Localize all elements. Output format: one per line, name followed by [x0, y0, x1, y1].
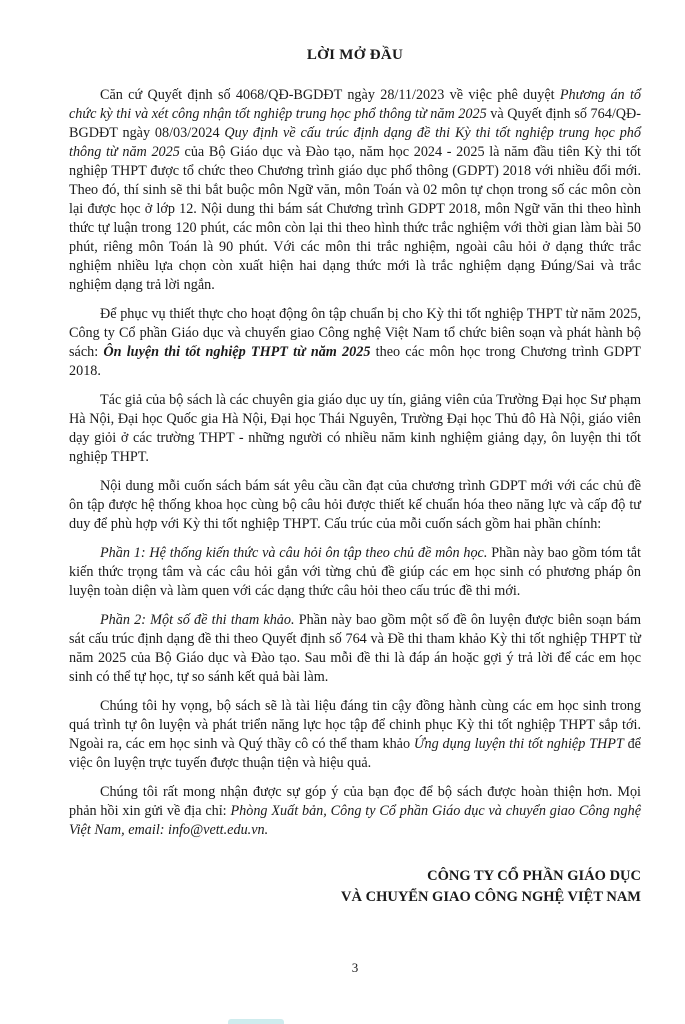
p2-text-a: Để phục vụ thiết thực cho hoạt động ôn tập chuẩn bị cho Kỳ thi tốt nghiệp THPT từ năm 2025, Công ty Cổ phần Giáo dục và chuyển giao Công nghệ Việt Nam tổ chức biên soạn và phát hành bộ sách: — [69, 306, 641, 360]
p1-text-a: Căn cứ Quyết định số 4068/QĐ-BGDĐT ngày 28/11/2023 về việc phê duyệt — [100, 87, 560, 103]
page-number: 3 — [351, 960, 359, 975]
p1-italic-d: Quy định về cấu trúc định dạng đề thi Kỳ thi tốt nghiệp trung học phổ thông từ năm 2025 — [69, 125, 641, 160]
preface-body — [69, 86, 641, 850]
paragraph-8 — [69, 783, 641, 840]
part-2-heading: Phần 2: Một số đề thi tham khảo. — [100, 612, 295, 628]
paragraph-2 — [69, 305, 641, 381]
footer-decoration — [228, 1019, 284, 1024]
app-name: Ứng dụng luyện thi tốt nghiệp THPT — [413, 736, 624, 752]
paragraph-6 — [69, 611, 641, 687]
paragraph-4: Nội dung mỗi cuốn sách bám sát yêu cầu cần đạt của chương trình GDPT mới với các chủ đề ôn tập được hệ thống khoa học cùng bộ câu hỏi được thiết kế chuẩn hóa theo năng lực và cấp độ tư duy để phù hợp với Kỳ thi tốt nghiệp THPT. Cấu trúc của mỗi cuốn sách gồm hai phần chính: — [69, 478, 641, 532]
p1-italic-b: Phương án tổ chức kỳ thi và xét công nhận tốt nghiệp trung học phổ thông từ năm 2025 — [69, 87, 641, 122]
signature-line-1: CÔNG TY CỔ PHẦN GIÁO DỤC — [427, 868, 641, 884]
contact-address: Phòng Xuất bản, Công ty Cổ phần Giáo dục và chuyển giao Công nghệ Việt Nam, email: info@vett.edu.vn. — [69, 803, 641, 838]
paragraph-1 — [69, 86, 641, 295]
page-title: LỜI MỞ ĐẦU — [306, 47, 404, 63]
signature-line-2: VÀ CHUYỂN GIAO CÔNG NGHỆ VIỆT NAM — [341, 889, 641, 905]
p1-text-c: và Quyết định số 764/QĐ-BGDĐT ngày 08/03/2024 — [69, 106, 641, 141]
p1-text-e: của Bộ Giáo dục và Đào tạo, năm học 2024 - 2025 là năm đầu tiên Kỳ thi tốt nghiệp THPT được tổ chức theo Chương trình giáo dục phổ thông (GDPT) 2018 với nhiều đổi mới. Theo đó, thí sinh sẽ thi bắt buộc môn Ngữ văn, môn Toán và 02 môn tự chọn trong số các môn còn lại được học ở lớp 12. Nội dung thi bám sát Chương trình GDPT 2018, môn Ngữ văn thi theo hình thức tự luận trong 120 phút, các môn còn lại thi theo hình thức trắc nghiệm với thời gian làm bài 50 phút, riêng môn Toán là 90 phút. Với các môn thi trắc nghiệm, ngoài câu hỏi ở dạng thức trắc nghiệm nhiều lựa chọn còn xuất hiện hai dạng thức mới là trắc nghiệm dạng Đúng/Sai và trắc nghiệm dạng trả lời ngắn. — [69, 144, 641, 293]
paragraph-5 — [69, 544, 641, 601]
book-series-title: Ôn luyện thi tốt nghiệp THPT từ năm 2025 — [103, 344, 371, 360]
p7-text-c: để việc ôn luyện trực tuyến được thuận tiện và hiệu quả. — [69, 736, 641, 771]
p6-text-b: Phần này bao gồm một số đề ôn luyện được biên soạn bám sát cấu trúc định dạng đề thi theo Quyết định số 764 và Đề thi tham khảo Kỳ thi tốt nghiệp THPT từ năm 2025 của Bộ Giáo dục và Đào tạo. Sau mỗi đề thi là đáp án hoặc gợi ý trả lời để các em học sinh có thể tự học, tự so sánh kết quả bài làm. — [69, 612, 642, 685]
p7-text-a: Chúng tôi hy vọng, bộ sách sẽ là tài liệu đáng tin cậy đồng hành cùng các em học sinh trong quá trình tự ôn luyện và phát triển năng lực học tập để chinh phục Kỳ thi tốt nghiệp THPT sắp tới. Ngoài ra, các em học sinh và Quý thầy cô có thể tham khảo — [69, 698, 641, 752]
p8-text-a: Chúng tôi rất mong nhận được sự góp ý của bạn đọc để bộ sách được hoàn thiện hơn. Mọi phản hồi xin gửi về địa chỉ: — [69, 784, 641, 819]
paragraph-7 — [69, 697, 641, 773]
signature-block — [69, 866, 641, 908]
part-1-heading: Phần 1: Hệ thống kiến thức và câu hỏi ôn tập theo chủ đề môn học. — [100, 545, 488, 561]
p2-text-c: theo các môn học trong Chương trình GDPT 2018. — [69, 344, 641, 379]
p5-text-b: Phần này bao gồm tóm tắt kiến thức trọng tâm và các câu hỏi gắn với từng chủ đề giúp các em học sinh có phương pháp ôn luyện toàn diện và làm quen với các dạng thức câu hỏi theo cấu trúc đề thi mới. — [69, 545, 641, 599]
paragraph-3: Tác giả của bộ sách là các chuyên gia giáo dục uy tín, giảng viên của Trường Đại học Sư phạm Hà Nội, Đại học Quốc gia Hà Nội, Đại học Thái Nguyên, Trường Đại học Thủ đô Hà Nội, giáo viên dạy giỏi ở các trường THPT - những người có nhiều năm kinh nghiệm giảng dạy, ôn luyện thi tốt nghiệp THPT. — [69, 392, 641, 465]
